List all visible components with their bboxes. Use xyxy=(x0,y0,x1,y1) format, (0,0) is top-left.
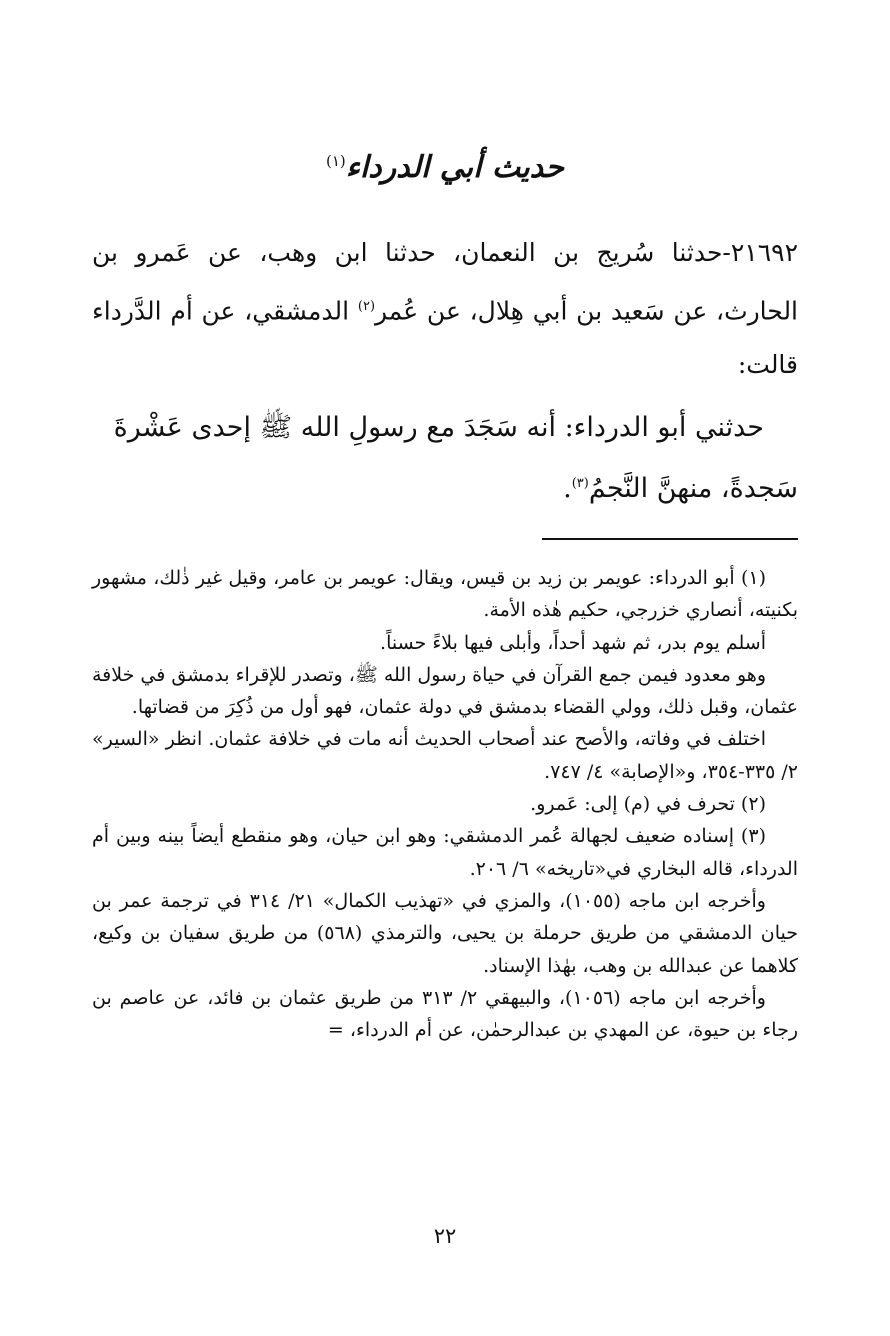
page-number: ٢٢ xyxy=(433,1224,457,1248)
heading-title: حديث أبي الدرداء xyxy=(345,150,564,185)
footnote-paragraph: (١) أبو الدرداء: عويمر بن زيد بن قيس، ويقال: عويمر بن عامر، وقيل غير ذٰلك، مشهور بكنيته، أنصاري خزرجي، حكيم هٰذه الأمة. xyxy=(92,567,798,622)
footnote-paragraph: اختلف في وفاته، والأصح عند أصحاب الحديث أنه مات في خلافة عثمان. انظر «السير» ٢/ ٣٣٥-٣٥٤، و«الإصابة» ٤/ ٧٤٧. xyxy=(92,728,798,783)
footnote-separator xyxy=(542,538,798,540)
footnotes xyxy=(92,562,798,1046)
footnote-paragraph: وأخرجه ابن ماجه (١٠٥٦)، والبيهقي ٢/ ٣١٣ من طريق عثمان بن فائد، عن عاصم بن رجاء بن حيوة، عن المهدي بن عبدالرحمٰن، عن أم الدرداء، = xyxy=(92,986,798,1042)
isnad-text: ٢١٦٩٢-حدثنا سُريج بن النعمان، حدثنا ابن وهب، عن عَمرو بن الحارث، عن سَعيد بن أبي هِلال، عن عُمر xyxy=(92,238,799,326)
chapter-heading xyxy=(0,150,890,185)
footnote-paragraph: (٣) إسناده ضعيف لجهالة عُمر الدمشقي: وهو ابن حيان، وهو منقطع أيضاً بينه وبين أم الدرداء، قاله البخاري في«تاريخه» ٦/ ٢٠٦. xyxy=(92,825,798,880)
footnote-paragraph: أسلم يوم بدر، ثم شهد أحداً، وأبلى فيها بلاءً حسناً. xyxy=(380,631,766,654)
isnad-end: الدمشقي، عن أم الدَّرداء قالت: xyxy=(92,296,798,380)
matn-line-2: سَجدةً، منهنَّ النَّجمُ xyxy=(588,473,798,505)
footnote-paragraph: وأخرجه ابن ماجه (١٠٥٥)، والمزي في «تهذيب الكمال» ٢١/ ٣١٤ في ترجمة عمر بن حيان الدمشقي من طريق حرملة بن يحيى، والترمذي (٥٦٨) من طريق سفيان بن وكيع، كلاهما عن عبدالله بن وهب، بهٰذا الإسناد. xyxy=(92,889,798,977)
footnote-paragraph: وهو معدود فيمن جمع القرآن في حياة رسول الله ﷺ، وتصدر للإقراء بدمشق في خلافة عثمان، وقبل ذلك، وولي القضاء بدمشق في دولة عثمان، فهو أول من ذُكِرَ من قضاتها. xyxy=(92,663,798,719)
matn-line-1: حدثني أبو الدرداء: أنه سَجَدَ مع رسولِ الله ﷺ إحدى عَشْرةَ xyxy=(113,412,764,444)
hadith-isnad xyxy=(92,226,798,392)
matn-footnote-ref: (٣) xyxy=(571,476,589,492)
hadith-matn xyxy=(92,400,798,517)
hadith-text xyxy=(92,226,798,517)
heading-footnote-ref: (١) xyxy=(326,152,346,170)
isnad-footnote-ref: (٢) xyxy=(357,299,376,314)
footnote-paragraph: (٢) تحرف في (م) إلى: عَمرو. xyxy=(530,793,766,816)
matn-end: . xyxy=(563,473,572,505)
